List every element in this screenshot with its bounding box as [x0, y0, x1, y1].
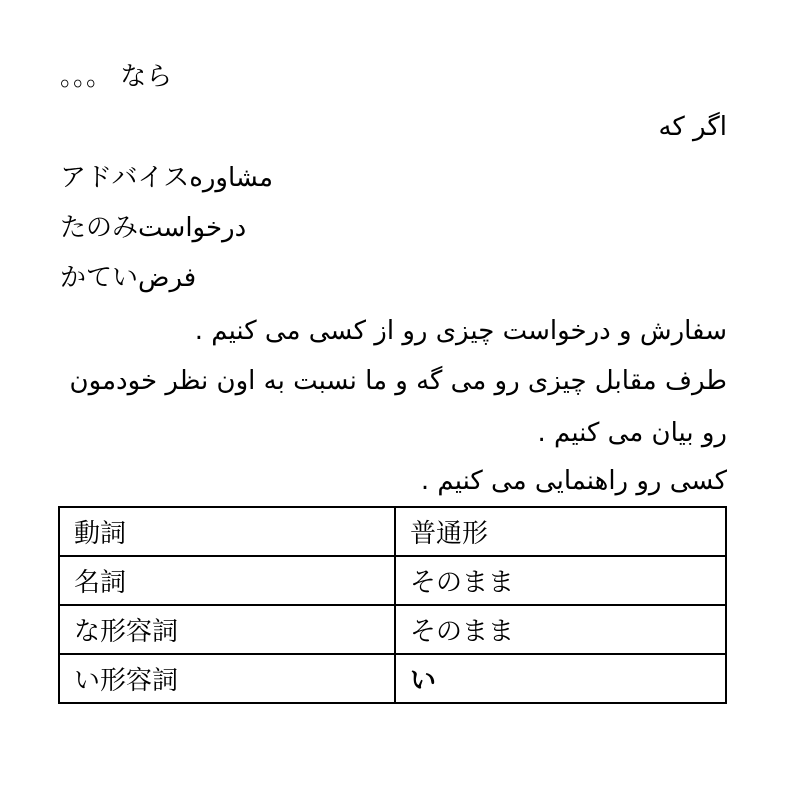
table-row [59, 507, 726, 556]
word-type-cell: 名詞 [59, 556, 395, 605]
usage-assumption [60, 263, 196, 293]
usage-assumption-jp: かてい [60, 263, 139, 293]
usage-request-fa: درخواست [138, 213, 247, 243]
meaning-if: اگر که [658, 112, 727, 142]
form-cell: そのまま [395, 605, 726, 654]
description-line-3: کسی رو راهنمایی می کنیم . [420, 466, 727, 496]
form-cell: そのまま [395, 556, 726, 605]
table-row [59, 605, 726, 654]
description-line-1: سفارش و درخواست چیزی رو از کسی می کنیم . [194, 316, 727, 346]
description-line-2: طرف مقابل چیزی رو می گه و ما نسبت به اون نظر خودمون [69, 366, 727, 396]
usage-request-jp: たのみ [60, 213, 139, 243]
word-type-cell: い形容詞 [59, 654, 395, 703]
grammar-title: 。。。 なら [60, 62, 173, 92]
usage-advice-fa: مشاوره [189, 163, 274, 193]
usage-assumption-fa: فرض [138, 263, 197, 293]
usage-advice-jp: アドバイス [60, 163, 190, 193]
table-row [59, 654, 726, 703]
word-type-cell: 動詞 [59, 507, 395, 556]
usage-advice [60, 163, 273, 193]
word-type-cell: な形容詞 [59, 605, 395, 654]
table-row [59, 556, 726, 605]
form-cell: い [395, 654, 726, 703]
conjugation-table [58, 506, 727, 704]
form-cell: 普通形 [395, 507, 726, 556]
description-line-2-cont: رو بیان می کنیم . [537, 418, 727, 448]
usage-request [60, 213, 246, 243]
